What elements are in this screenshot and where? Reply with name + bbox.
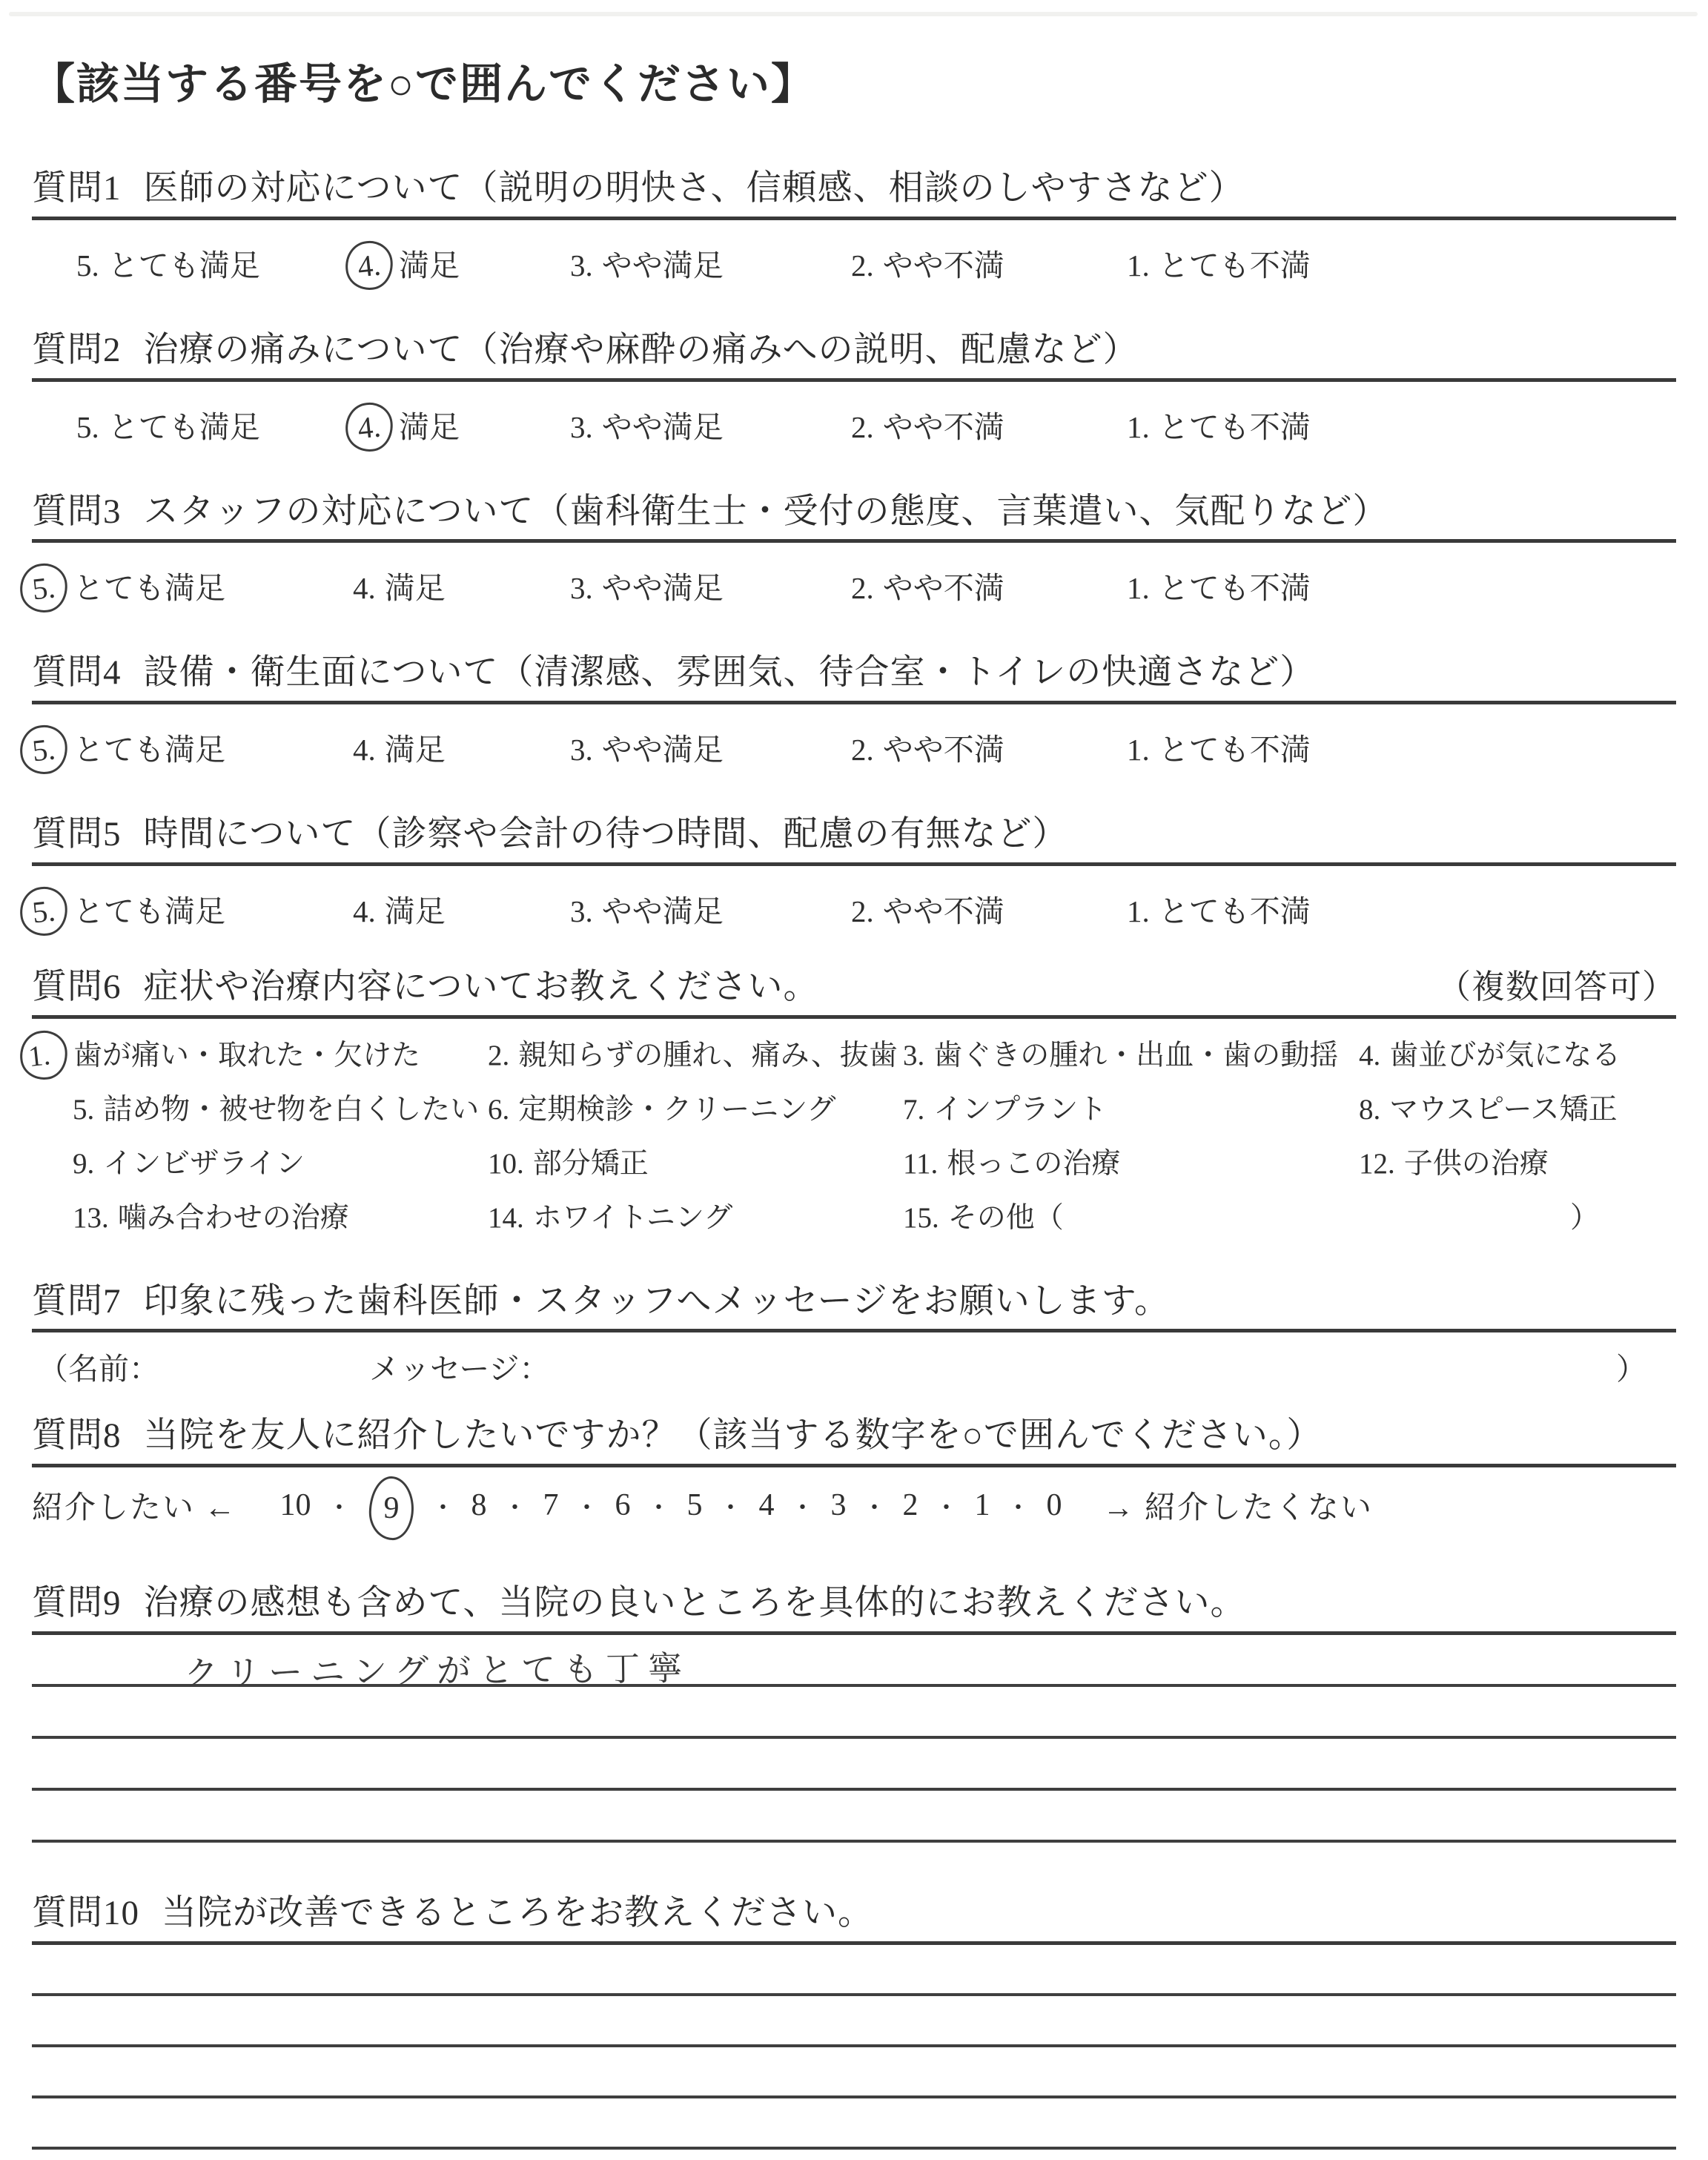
option-5 (76, 403, 260, 446)
scale-separator: ・ (502, 1494, 528, 1522)
symptom-option-4 (1359, 1032, 1621, 1074)
option-number: 4. (353, 571, 376, 606)
scale-right-label: → 紹介したくない (1102, 1491, 1374, 1525)
option-number: 4. (353, 733, 376, 767)
question-heading-text: 治療の感想も含めて、当院の良いところを具体的にお教えください。 (143, 1584, 1246, 1622)
symptom-option-15 (903, 1195, 1064, 1236)
question-6-options (27, 1032, 1676, 1249)
scale-number-8 (471, 1487, 487, 1523)
option-number: 1. (1127, 733, 1150, 767)
header-rule (32, 1329, 1676, 1332)
option-number: 2. (851, 733, 874, 767)
option-4 (353, 241, 460, 285)
answer-line (32, 1945, 1676, 1996)
question-heading-text: 当院を友人に紹介したいですか？（該当する数字を○で囲んでください。） (143, 1416, 1323, 1456)
option-number: 3. (903, 1039, 925, 1071)
question-3-heading (32, 490, 1676, 534)
question-label: 質問1 (32, 169, 122, 208)
question-label: 質問4 (32, 653, 122, 693)
option-label: その他（ (947, 1201, 1064, 1234)
answer-line (32, 1996, 1676, 2047)
question-2-heading (32, 328, 1676, 372)
question-label: 質問5 (32, 815, 122, 853)
scan-artifact-line (9, 12, 1698, 16)
option-number: 2 (902, 1488, 918, 1522)
option-2 (851, 725, 1004, 769)
header-rule (32, 378, 1676, 382)
option-number: 1. (1127, 248, 1150, 283)
option-label: 歯ぐきの腫れ・出血・歯の動揺 (933, 1039, 1339, 1071)
handwritten-answer: クリーニングがとても丁寧 (183, 1648, 691, 1694)
option-label: インビザライン (103, 1147, 305, 1180)
circled-answer-mark (18, 1028, 70, 1082)
option-2 (851, 564, 1004, 607)
question-label: 質問2 (32, 330, 122, 369)
question-9-heading (32, 1582, 1676, 1625)
header-rule (32, 539, 1676, 543)
header-rule (32, 217, 1676, 220)
circled-answer-mark (343, 239, 396, 292)
question-6-heading (32, 965, 1676, 1009)
option-number: 7. (903, 1093, 925, 1126)
option-label: やや満足 (601, 571, 724, 606)
option-number: 3. (570, 571, 593, 606)
question-10-block (32, 1892, 1676, 2150)
option-4 (353, 725, 446, 769)
option-number: 8 (471, 1488, 487, 1522)
option-number: 0 (1046, 1488, 1062, 1522)
scale-left-label: 紹介したい ← (32, 1491, 237, 1525)
option-number: 8. (1359, 1093, 1381, 1126)
option-label: 満足 (384, 894, 446, 928)
option-label: とても満足 (73, 894, 225, 928)
option-label: とても不満 (1158, 409, 1311, 444)
option-number: 2. (851, 571, 874, 606)
circled-answer-mark (18, 885, 70, 938)
header-rule (32, 862, 1676, 866)
question-10-heading (32, 1892, 1676, 1935)
scale-separator: ・ (861, 1494, 887, 1522)
option-label: とても不満 (1158, 733, 1311, 767)
question-8-block (32, 1414, 1676, 1531)
option-number: 3. (570, 894, 593, 928)
option-number: 4 (758, 1488, 775, 1522)
option-number: 6 (615, 1488, 631, 1522)
option-number: 2. (851, 248, 874, 283)
option-1 (1127, 403, 1311, 446)
question-9-answer-lines (32, 1635, 1676, 1843)
question-4-heading (32, 651, 1676, 695)
answer-line (32, 1687, 1676, 1739)
option-3 (570, 241, 724, 285)
option-label: やや不満 (882, 733, 1004, 767)
option-3 (570, 887, 724, 931)
option-number: 5. (76, 248, 99, 283)
scale-separator: ・ (646, 1494, 672, 1522)
question-1-heading (32, 167, 1676, 211)
scale-number-0 (1047, 1487, 1062, 1523)
scale-separator: ・ (430, 1494, 456, 1522)
circled-answer-mark (343, 400, 396, 453)
question-5-options (32, 887, 1676, 933)
scale-number-3 (831, 1487, 847, 1523)
option-1 (1127, 725, 1311, 769)
question-10-answer-lines (32, 1945, 1676, 2150)
circled-answer-mark (18, 723, 70, 776)
option-number: 3. (570, 733, 593, 767)
option-number: 3. (570, 409, 593, 444)
option-number: 9 (383, 1490, 400, 1525)
symptom-option-1 (27, 1032, 420, 1074)
option-label: インプラント (933, 1093, 1108, 1126)
question-7-heading (32, 1280, 1676, 1324)
option-4 (353, 564, 446, 607)
question-8-heading (32, 1414, 1676, 1458)
question-heading-text: 設備・衛生面について（清潔感、雰囲気、待合室・トイレの快適さなど） (143, 653, 1316, 693)
option-number: 13. (73, 1201, 109, 1234)
option-label: 子供の治療 (1403, 1147, 1549, 1180)
scale-separator: ・ (1005, 1494, 1031, 1522)
form-title: 【該当する番号を○で囲んでください】 (32, 60, 816, 108)
option-1 (1127, 564, 1311, 607)
option-label: 満足 (384, 733, 446, 767)
option-number: 5. (30, 731, 57, 768)
option-1 (1127, 887, 1311, 931)
option-label: ホワイトニング (532, 1201, 733, 1234)
option-5 (27, 887, 225, 931)
option-label: とても満足 (107, 248, 260, 283)
option-label: とても不満 (1158, 894, 1311, 928)
option-number: 1. (1127, 571, 1150, 606)
option-label: 満足 (384, 571, 446, 606)
question-heading-main (32, 965, 819, 1009)
question-5-heading (32, 813, 1676, 856)
symptom-option-5 (73, 1086, 479, 1128)
question-4-options (32, 725, 1676, 771)
option-label: やや満足 (601, 248, 724, 283)
option-label: とても不満 (1158, 571, 1311, 606)
header-rule (32, 1015, 1676, 1019)
option-label: 部分矯正 (532, 1147, 649, 1180)
question-1-block (32, 167, 1676, 287)
option-number: 3 (830, 1488, 847, 1522)
question-label: 質問9 (32, 1584, 122, 1622)
scale-number-1 (975, 1487, 990, 1523)
scale-separator: ・ (790, 1494, 815, 1522)
option-label: やや満足 (601, 409, 724, 444)
option-label: 満足 (399, 248, 460, 283)
option-label: やや不満 (882, 409, 1004, 444)
circled-answer-mark (368, 1475, 414, 1540)
option-3 (570, 403, 724, 446)
answer-line (32, 1791, 1676, 1843)
option-number: 10. (488, 1147, 524, 1180)
option-label: とても不満 (1158, 248, 1311, 283)
option-label: 噛み合わせの治療 (117, 1201, 349, 1234)
option-number: 7 (543, 1488, 559, 1522)
question-label: 質問3 (32, 492, 122, 531)
option-number: 4. (356, 247, 383, 284)
option-number: 5. (76, 409, 99, 444)
option-4 (353, 887, 446, 931)
option-label: やや不満 (882, 894, 1004, 928)
option-label: やや満足 (601, 894, 724, 928)
answer-line (32, 1635, 1676, 1694)
option-number: 5. (30, 569, 57, 607)
option-2 (851, 887, 1004, 931)
option-label: 歯並びが気になる (1389, 1039, 1621, 1071)
scale-separator: ・ (718, 1494, 744, 1522)
option-label: 満足 (399, 409, 460, 444)
option-5 (27, 725, 225, 769)
scale-number-10 (280, 1487, 311, 1523)
other-option-close-paren: ） (1570, 1201, 1600, 1234)
question-label: 質問10 (32, 1893, 139, 1932)
option-label: 詰め物・被せ物を白くしたい (103, 1093, 480, 1126)
header-rule (32, 701, 1676, 704)
circled-answer-mark (18, 561, 70, 615)
option-number: 11. (903, 1147, 939, 1180)
option-number: 1. (1127, 894, 1150, 928)
option-label: やや不満 (882, 571, 1004, 606)
question-1-options (32, 241, 1676, 287)
scale-separator: ・ (326, 1494, 352, 1522)
question-heading-text: スタッフの対応について（歯科衛生士・受付の態度、言葉遣い、気配りなど） (143, 492, 1388, 531)
option-label: とても満足 (73, 571, 225, 606)
symptom-option-12 (1359, 1140, 1549, 1182)
question-7-block (32, 1280, 1676, 1385)
option-label: 根っこの治療 (947, 1147, 1121, 1180)
option-number: 1. (27, 1038, 52, 1073)
symptom-option-11 (903, 1140, 1120, 1182)
option-3 (570, 725, 724, 769)
option-label: 親知らずの腫れ、痛み、抜歯 (518, 1039, 898, 1071)
option-number: 10 (279, 1488, 311, 1522)
option-number: 3. (570, 248, 593, 283)
symptom-option-14 (488, 1195, 732, 1236)
option-number: 2. (851, 409, 874, 444)
option-number: 5. (73, 1093, 95, 1126)
multiple-answers-note: （複数回答可） (1437, 968, 1676, 1005)
form-content (0, 52, 1708, 2150)
option-number: 4. (356, 409, 383, 445)
scale-separator: ・ (574, 1494, 600, 1522)
question-9-block (32, 1582, 1676, 1843)
scale-number-7 (543, 1487, 559, 1523)
option-number: 6. (488, 1093, 510, 1126)
option-number: 1. (1127, 409, 1150, 444)
symptom-option-9 (73, 1140, 305, 1182)
question-label: 質問6 (32, 967, 122, 1006)
symptom-option-8 (1359, 1086, 1618, 1128)
question-3-block (32, 490, 1676, 610)
option-label: マウスピース矯正 (1389, 1093, 1618, 1126)
answer-line (32, 2047, 1676, 2098)
option-2 (851, 403, 1004, 446)
question-heading-text: 印象に残った歯科医師・スタッフへメッセージをお願いします。 (143, 1281, 1170, 1321)
close-paren: ） (1616, 1352, 1646, 1387)
question-heading-text: 治療の痛みについて（治療や麻酔の痛みへの説明、配慮など） (143, 330, 1139, 369)
option-label: とても満足 (107, 409, 260, 444)
option-number: 14. (488, 1201, 524, 1234)
question-2-options (32, 403, 1676, 449)
question-5-block (32, 813, 1676, 933)
option-number: 5 (686, 1488, 703, 1522)
question-6-block (27, 965, 1676, 1249)
recommendation-scale (32, 1479, 1676, 1531)
option-number: 4. (353, 894, 376, 928)
scale-number-5 (687, 1487, 703, 1523)
option-5 (76, 241, 260, 285)
scale-number-6 (615, 1487, 631, 1523)
option-label: とても満足 (73, 733, 225, 767)
question-heading-text: 症状や治療内容についてお教えください。 (143, 967, 819, 1006)
scale-number-9 (368, 1485, 415, 1526)
question-heading-text: 当院が改善できるところをお教えください。 (162, 1893, 873, 1932)
option-5 (27, 564, 225, 607)
option-number: 12. (1359, 1147, 1395, 1180)
option-label: やや満足 (601, 733, 724, 767)
question-2-block (32, 328, 1676, 449)
option-label: やや不満 (882, 248, 1004, 283)
option-number: 9. (73, 1147, 95, 1180)
symptom-option-7 (903, 1086, 1107, 1128)
option-3 (570, 564, 724, 607)
message-field-label: メッセージ： (369, 1352, 550, 1387)
question-heading-text: 医師の対応について（説明の明快さ、信頼感、相談のしやすさなど） (143, 169, 1245, 208)
symptom-option-10 (488, 1140, 649, 1182)
question-7-answer-row (32, 1344, 1676, 1387)
option-number: 15. (903, 1201, 939, 1234)
question-3-options (32, 564, 1676, 610)
question-label: 質問8 (32, 1416, 122, 1456)
scale-separator: ・ (933, 1494, 959, 1522)
symptom-option-2 (488, 1032, 898, 1074)
option-1 (1127, 241, 1311, 285)
scale-number-2 (903, 1487, 918, 1523)
option-label: 定期検診・クリーニング (518, 1093, 836, 1126)
header-rule (32, 1464, 1676, 1467)
option-number: 1 (974, 1488, 990, 1522)
answer-line (32, 1739, 1676, 1791)
option-2 (851, 241, 1004, 285)
symptom-option-6 (488, 1086, 835, 1128)
option-number: 2. (488, 1039, 510, 1071)
name-field-label: （名前： (38, 1352, 159, 1387)
option-4 (353, 403, 460, 446)
symptom-option-13 (73, 1195, 349, 1236)
option-number: 2. (851, 894, 874, 928)
option-number: 5. (30, 893, 57, 930)
answer-line (32, 2098, 1676, 2150)
scale-number-4 (759, 1487, 775, 1523)
question-4-block (32, 651, 1676, 771)
option-number: 4. (1359, 1039, 1381, 1071)
question-label: 質問7 (32, 1281, 122, 1321)
option-label: 歯が痛い・取れた・欠けた (73, 1039, 421, 1071)
scale-numbers (280, 1485, 1062, 1526)
symptom-option-3 (903, 1032, 1338, 1074)
question-heading-text: 時間について（診察や会計の待つ時間、配慮の有無など） (143, 815, 1068, 853)
